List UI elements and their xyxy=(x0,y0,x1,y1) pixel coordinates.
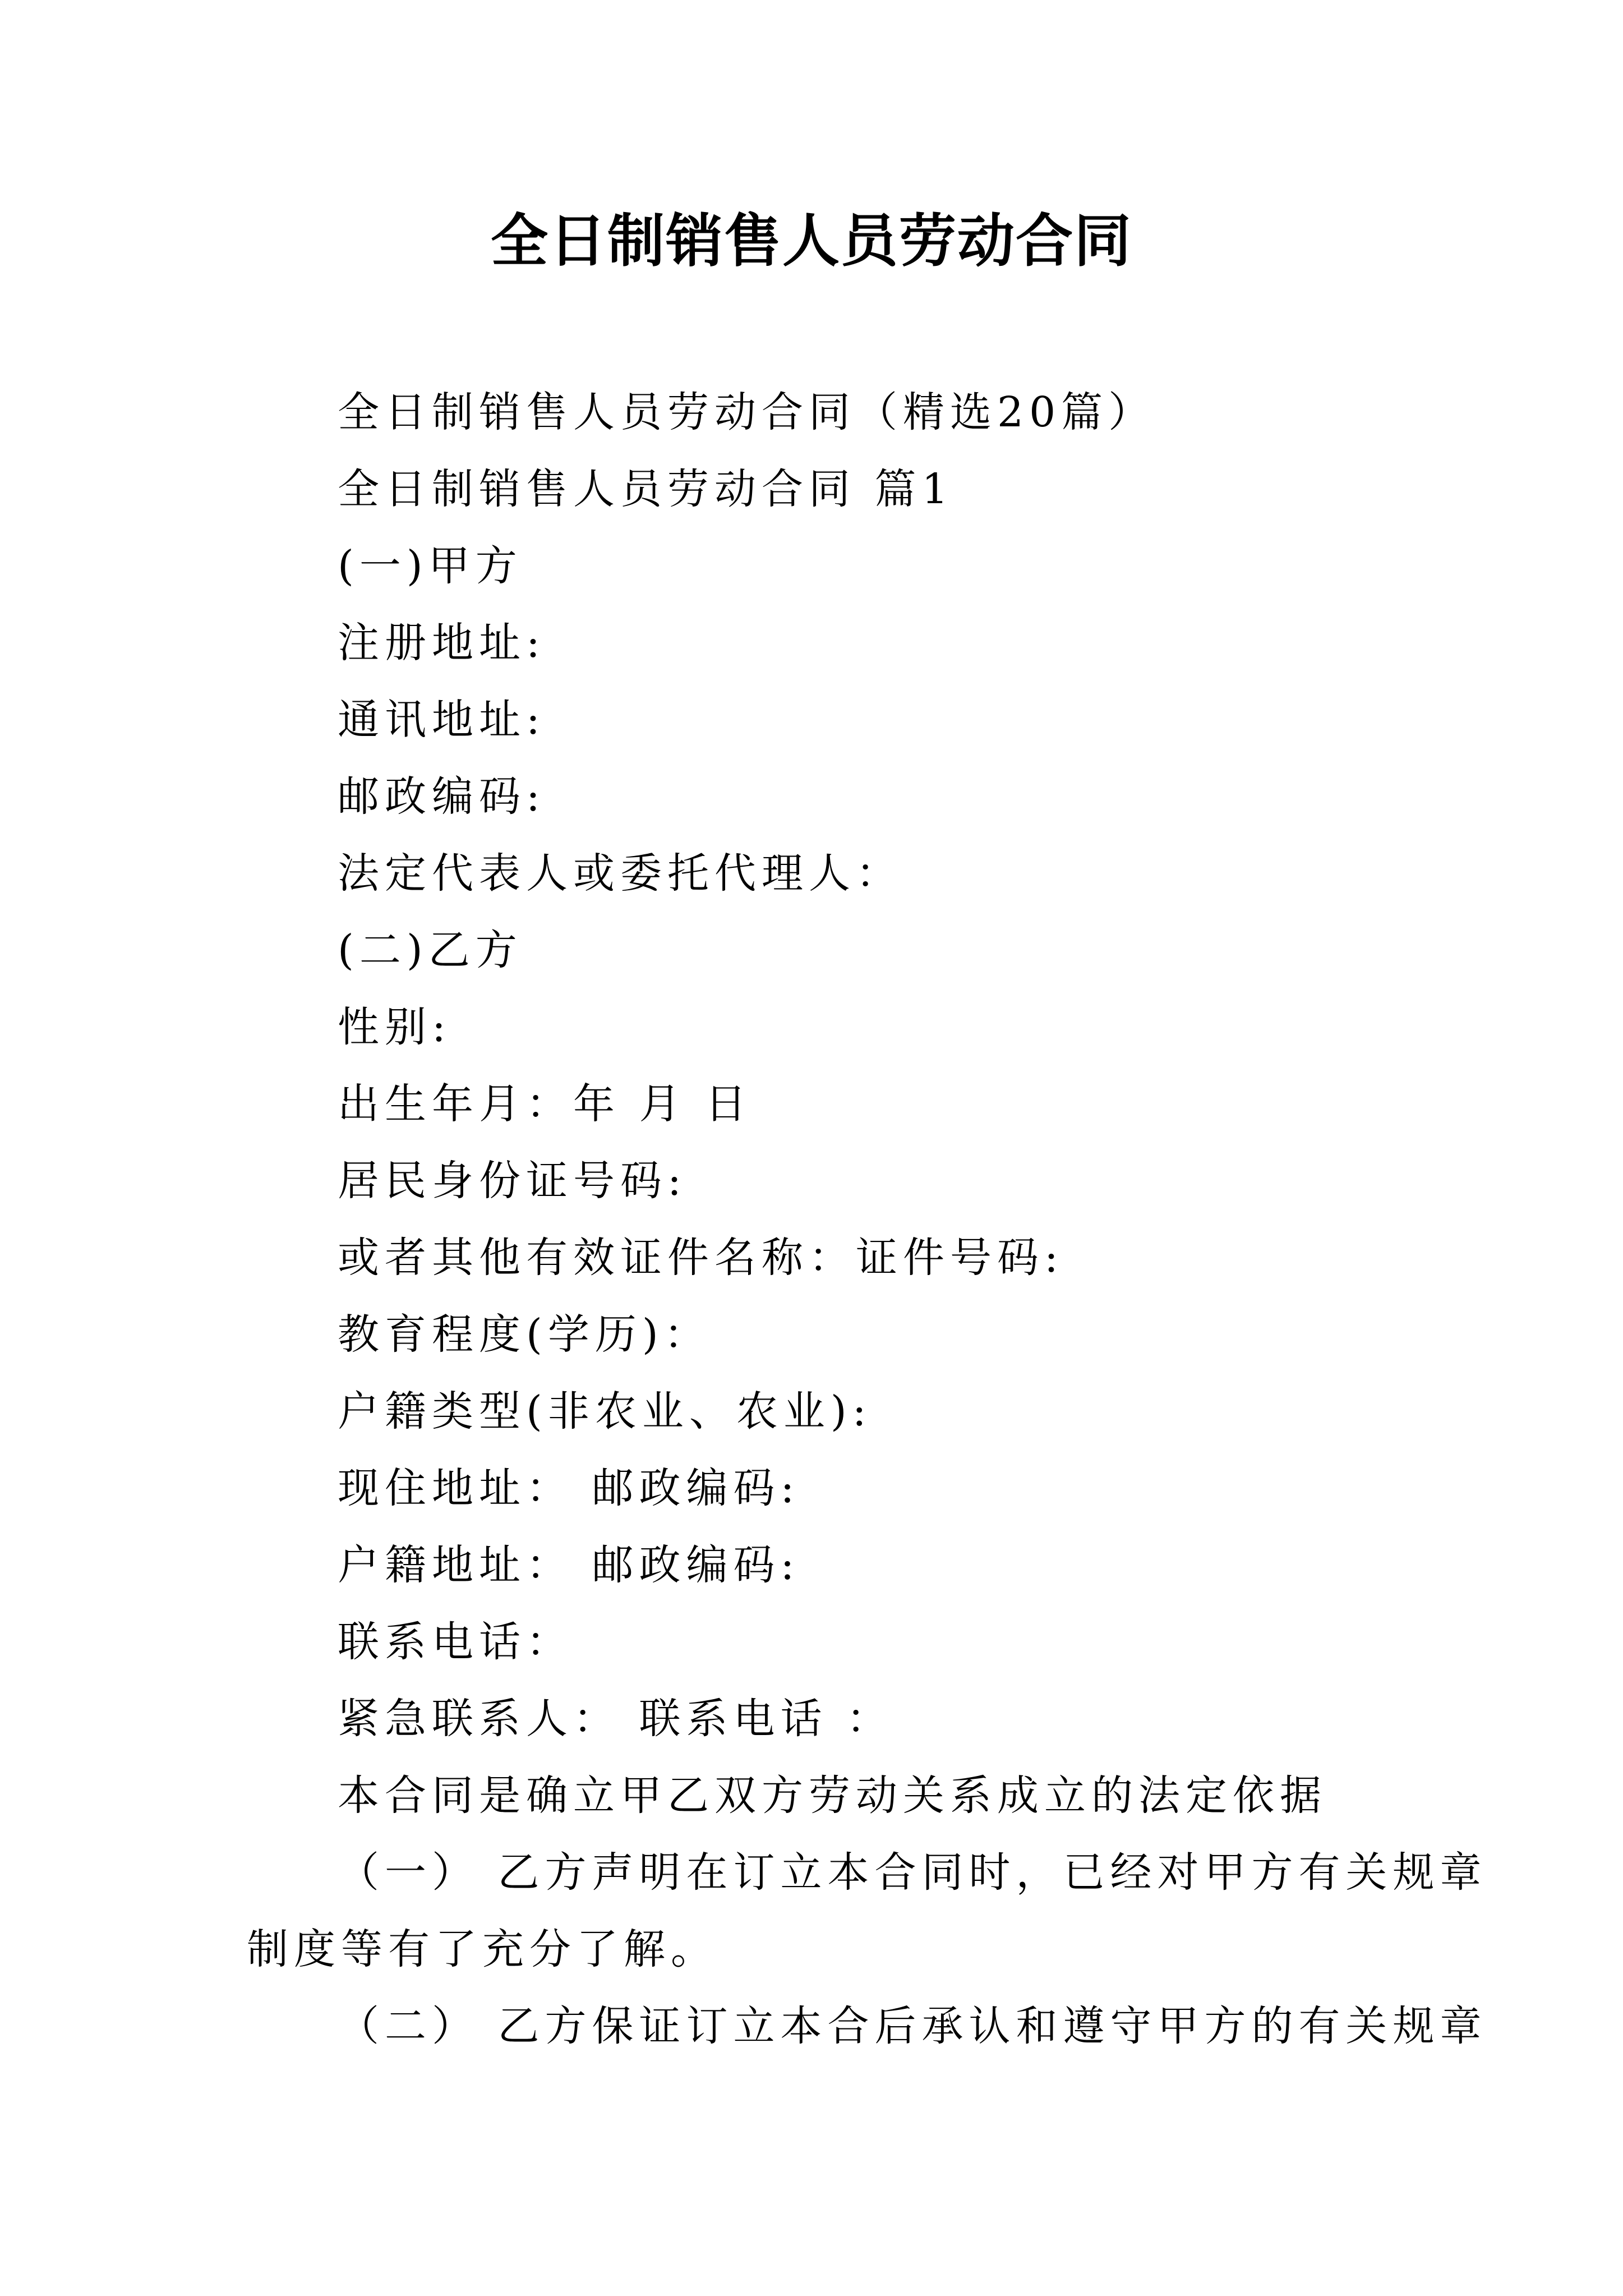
doc-line-household-type: 户籍类型(非农业、农业): xyxy=(338,1387,872,1435)
doc-line-id-number: 居民身份证号码: xyxy=(338,1157,687,1205)
doc-line-subtitle: 全日制销售人员劳动合同（精选20篇） xyxy=(338,388,1156,436)
doc-line-mailing-address: 通讯地址: xyxy=(338,696,546,744)
doc-line-legal-representative: 法定代表人或委托代理人： xyxy=(338,849,903,898)
doc-line-other-id: 或者其他有效证件名称：证件号码: xyxy=(338,1234,1064,1282)
doc-line-section-heading: 全日制销售人员劳动合同 篇1 xyxy=(338,465,954,513)
doc-line-contract-basis: 本合同是确立甲乙双方劳动关系成立的法定依据 xyxy=(338,1772,1327,1820)
doc-line-phone: 联系电话： xyxy=(338,1618,573,1666)
doc-line-registered-address: 注册地址: xyxy=(338,619,546,667)
doc-line-household-address: 户籍地址： 邮政编码: xyxy=(338,1541,800,1589)
doc-line-clause-1-continued: 制度等有了充分了解。 xyxy=(247,1925,718,1973)
doc-line-party-a: (一)甲方 xyxy=(338,542,523,590)
doc-line-clause-2: （二） 乙方保证订立本合后承认和遵守甲方的有关规章 xyxy=(338,2002,1487,2050)
doc-line-clause-1: （一） 乙方声明在订立本合同时，已经对甲方有关规章 xyxy=(338,1848,1487,1897)
doc-line-education: 教育程度(学历)： xyxy=(338,1310,711,1359)
doc-line-birth-date: 出生年月：年 月 日 xyxy=(338,1080,753,1128)
doc-line-emergency-contact: 紧急联系人： 联系电话 ： xyxy=(338,1695,894,1743)
doc-line-current-address: 现住地址： 邮政编码: xyxy=(338,1464,800,1512)
document-title: 全日制销售人员劳动合同 xyxy=(491,208,1132,275)
doc-line-party-b: (二)乙方 xyxy=(338,926,523,974)
doc-line-postal-code: 邮政编码: xyxy=(338,772,546,821)
doc-line-gender: 性别: xyxy=(338,1003,451,1051)
